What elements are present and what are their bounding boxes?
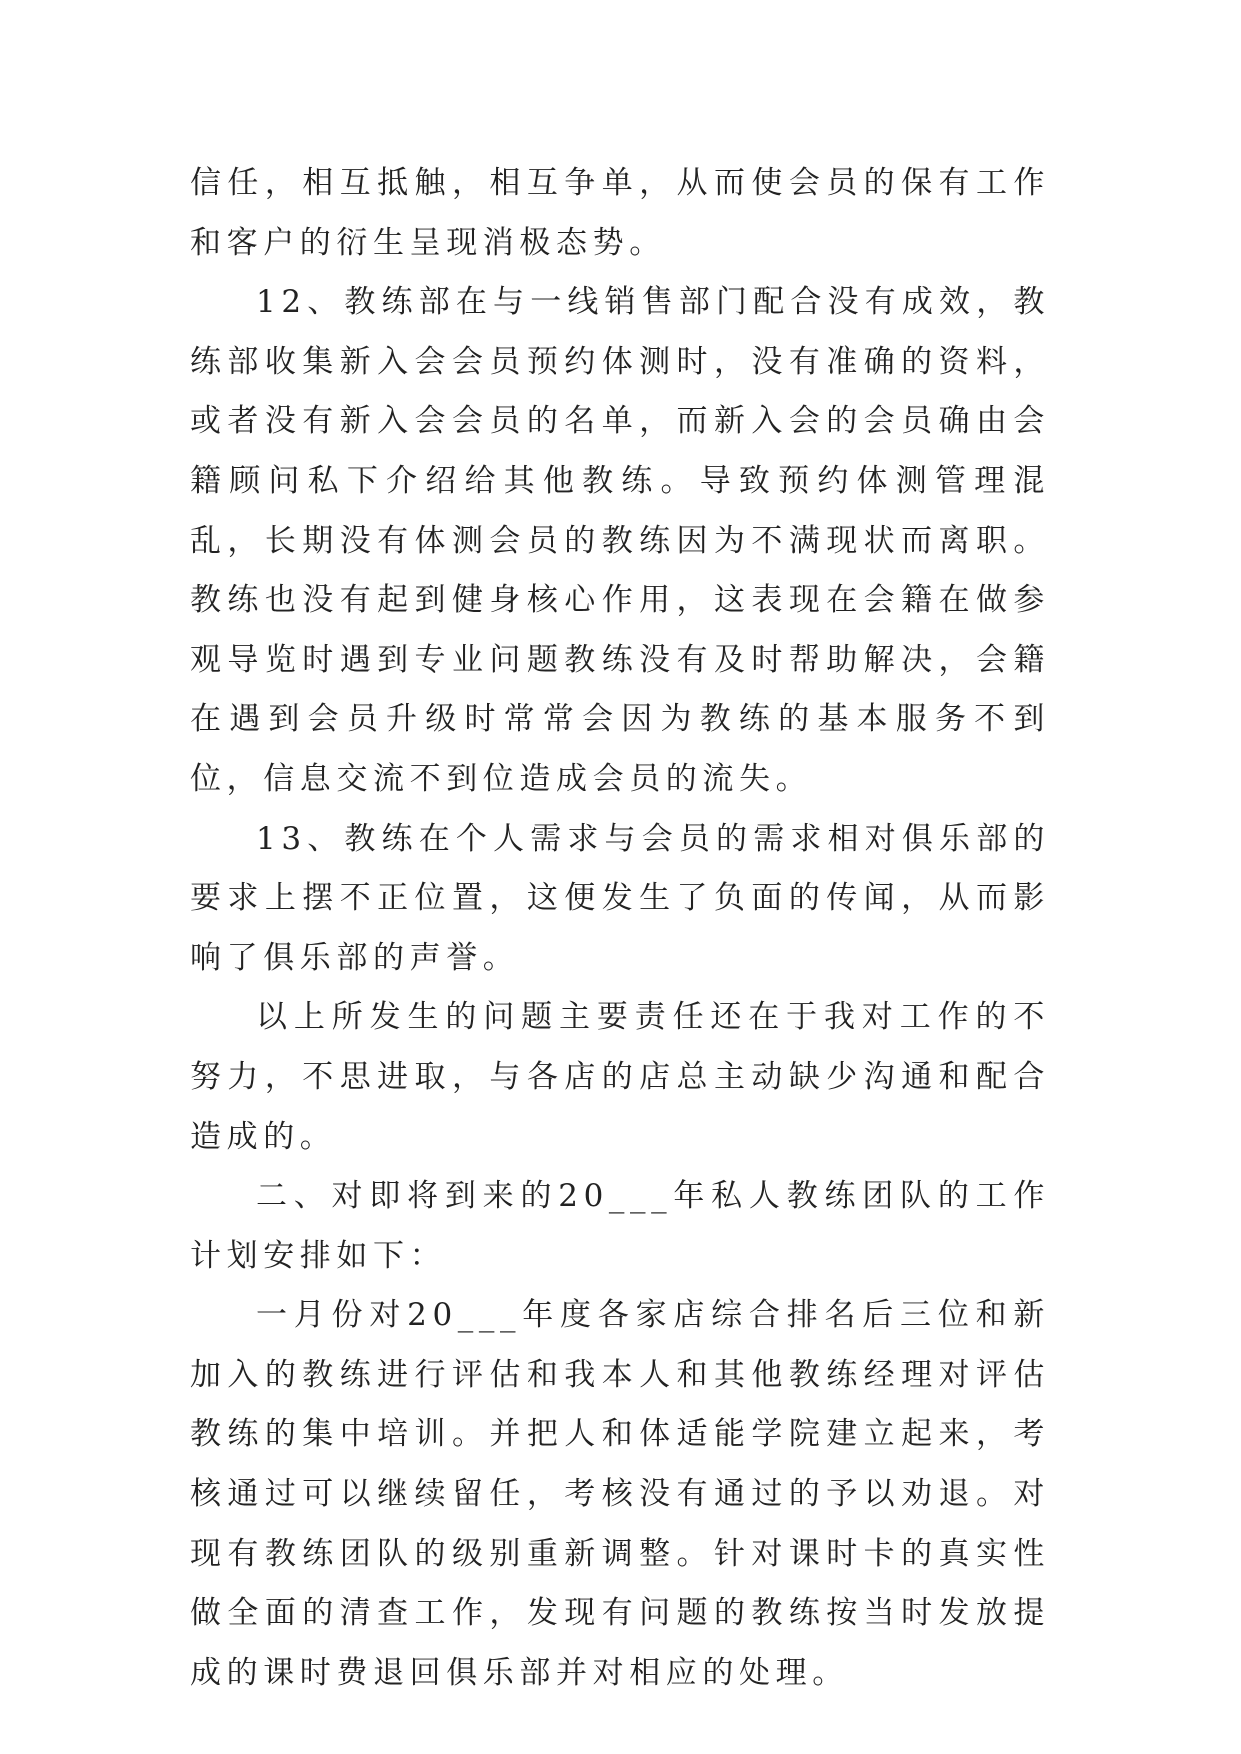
paragraph-item-12: 12、教练部在与一线销售部门配合没有成效，教练部收集新入会会员预约体测时，没有准确的资料，或者没有新入会会员的名单，而新入会的会员确由会籍顾问私下介绍给其他教练。导致预约体测管理混乱，长期没有体测会员的教练因为不满现状而离职。教练也没有起到健身核心作用，这表现在会籍在做参观导览时遇到专业问题教练没有及时帮助解决，会籍在遇到会员升级时常常会因为教练的基本服务不到位，信息交流不到位造成会员的流失。 bbox=[190, 284, 1050, 797]
paragraph-continuation: 信任，相互抵触，相互争单，从而使会员的保有工作和客户的衍生呈现消极态势。 bbox=[190, 165, 1050, 261]
section-heading-plan: 二、对即将到来的20___年私人教练团队的工作计划安排如下： bbox=[190, 1178, 1050, 1274]
paragraph-january-plan: 一月份对20___年度各家店综合排名后三位和新加入的教练进行评估和我本人和其他教练经理对评估教练的集中培训。并把人和体适能学院建立起来，考核通过可以继续留任，考核没有通过的予以劝退。对现有教练团队的级别重新调整。针对课时卡的真实性做全面的清查工作，发现有问题的教练按当时发放提成的课时费退回俱乐部并对相应的处理。 bbox=[190, 1297, 1050, 1691]
document-body bbox=[190, 154, 1050, 1703]
paragraph-summary: 以上所发生的问题主要责任还在于我对工作的不努力，不思进取，与各店的店总主动缺少沟通和配合造成的。 bbox=[190, 999, 1050, 1155]
paragraph-item-13: 13、教练在个人需求与会员的需求相对俱乐部的要求上摆不正位置，这便发生了负面的传闻，从而影响了俱乐部的声誉。 bbox=[190, 820, 1050, 976]
